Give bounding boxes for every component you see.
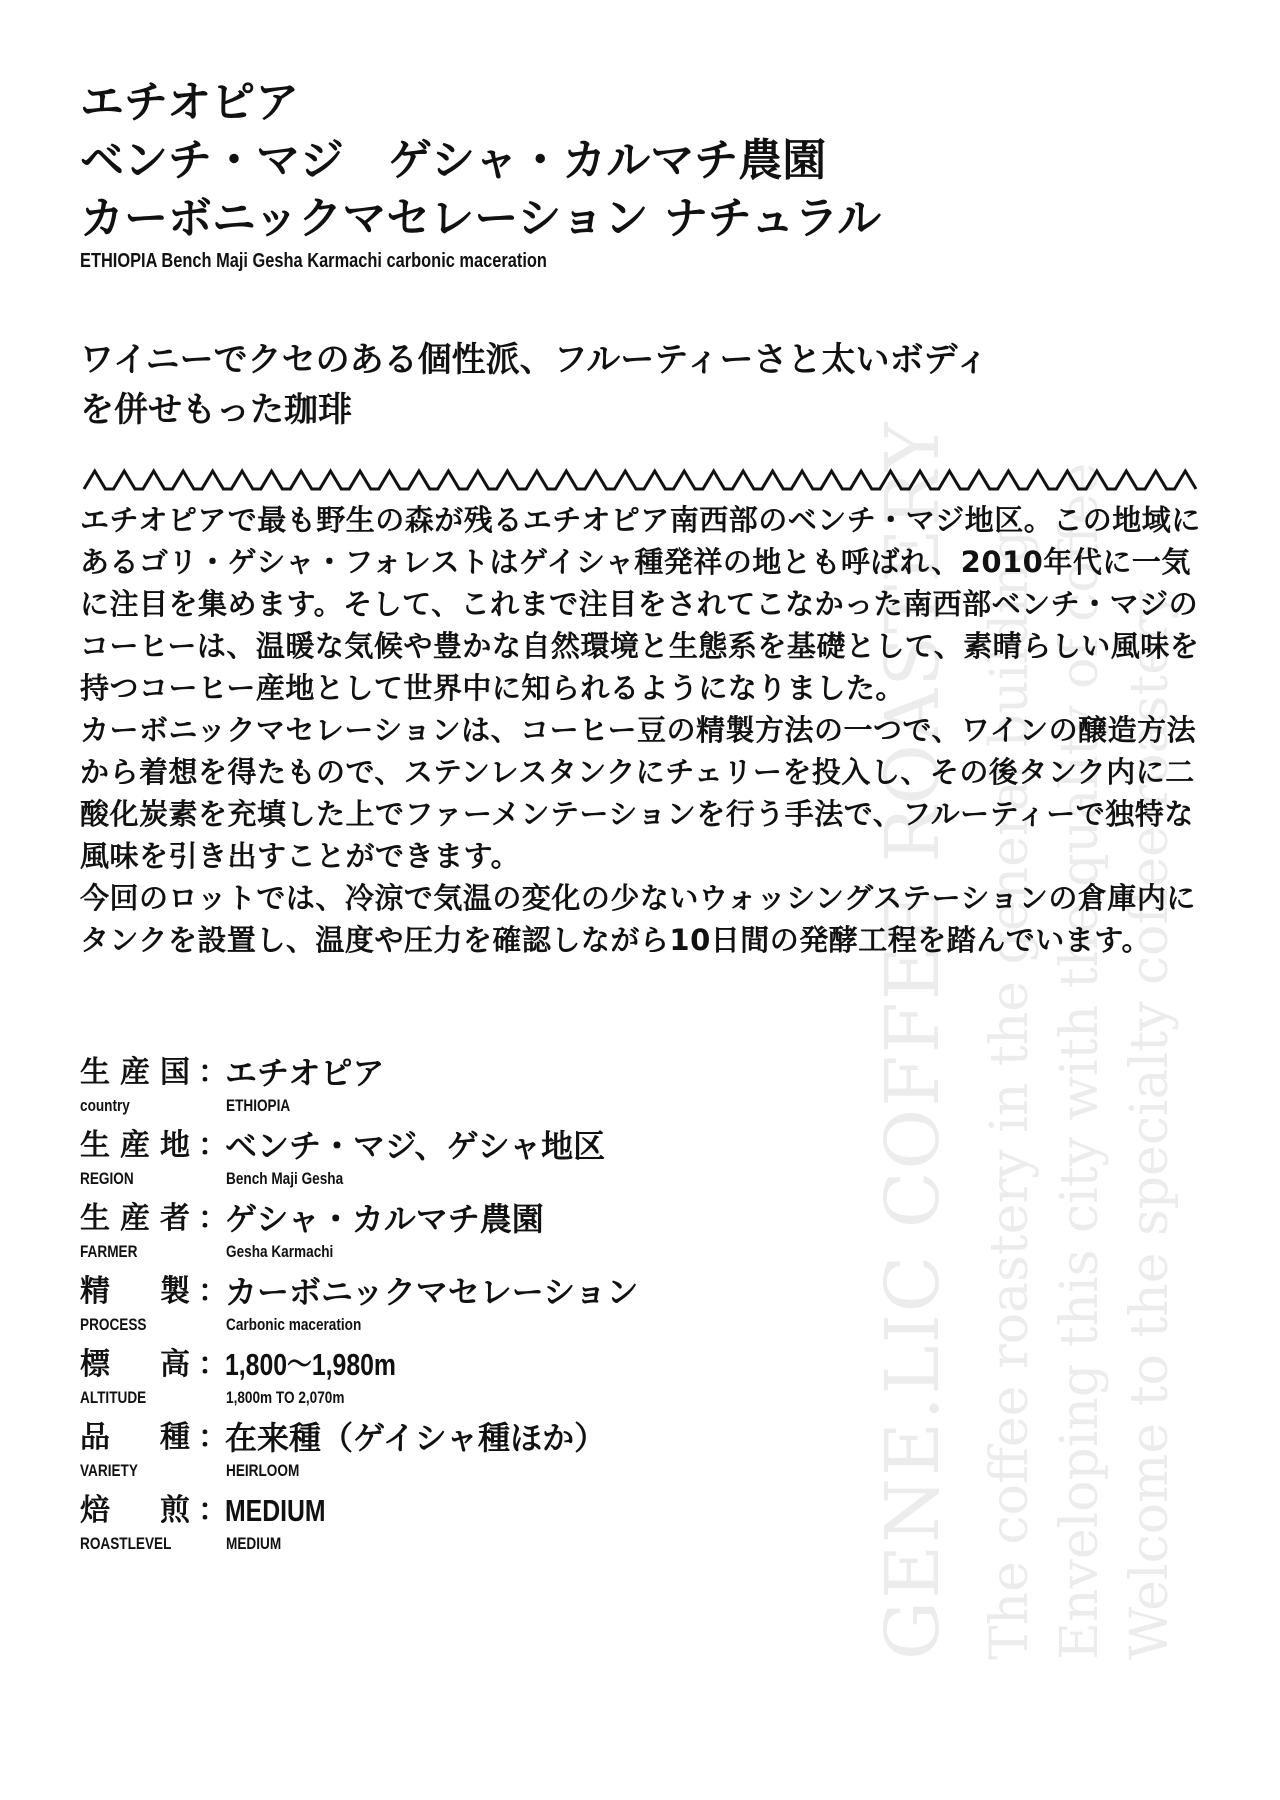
spec-label-en: ALTITUDE [80, 1388, 147, 1407]
spec-colon: ： [198, 1055, 228, 1090]
spec-value: MEDIUM [225, 1493, 326, 1528]
spec-label: 生産者 [80, 1201, 190, 1236]
spec-label-en: country [80, 1096, 130, 1115]
spec-row-altitude [80, 1345, 1210, 1418]
watermark-line-3: Welcome to the specialty coffee roastery [1120, 589, 1180, 1660]
spec-colon: ： [198, 1128, 228, 1163]
spec-value-en: MEDIUM [226, 1534, 282, 1553]
spec-label-en: FARMER [80, 1242, 138, 1261]
spec-row-variety [80, 1418, 1210, 1491]
spec-table [80, 1053, 1210, 1564]
description [80, 499, 1210, 961]
spec-label-en: PROCESS [80, 1315, 147, 1334]
spec-value: エチオピア [225, 1054, 385, 1092]
watermark-line-1: The coffee roastery in the general building [980, 530, 1040, 1660]
spec-label: 品種 [80, 1420, 190, 1455]
spec-colon: ： [198, 1274, 228, 1309]
spec-row-farmer [80, 1199, 1210, 1272]
description-paragraph-3: 今回のロットでは、冷涼で気温の変化の少ないウォッシングステーションの倉庫内にタンクを設置し、温度や圧力を確認しながら10日間の発酵工程を踏んでいます。 [80, 881, 1196, 957]
title-farm: ベンチ・マジ ゲシャ・カルマチ農園 [80, 135, 827, 186]
spec-colon: ： [198, 1347, 228, 1382]
spec-value: カーボニックマセレーション [225, 1273, 639, 1311]
spec-value-en: 1,800m TO 2,070m [226, 1388, 345, 1407]
spec-label: 標高 [80, 1347, 190, 1382]
spec-value-en: ETHIOPIA [226, 1096, 291, 1115]
product-title [80, 74, 1210, 273]
title-english: ETHIOPIA Bench Maji Gesha Karmachi carbonic maceration [80, 250, 547, 272]
spec-value-en: Carbonic maceration [226, 1315, 362, 1334]
spec-colon: ： [198, 1201, 228, 1236]
spec-label-en: REGION [80, 1169, 134, 1188]
tagline-line-2: を併せもった珈琲 [80, 390, 352, 430]
spec-label: 生産国 [80, 1055, 190, 1090]
spec-value: ベンチ・マジ、ゲシャ地区 [225, 1127, 606, 1165]
description-paragraph-1: エチオピアで最も野生の森が残るエチオピア南西部のベンチ・マジ地区。この地域にあるゴリ・ゲシャ・フォレストはゲイシャ種発祥の地とも呼ばれ、2010年代に一気に注目を集めます。そして、これまで注目をされてこなかった南西部ベンチ・マジのコーヒーは、温暖な気候や豊かな自然環境と生態系を基礎として、素晴らしい風味を持つコーヒー産地として世界中に知られるようになりました。 [80, 503, 1201, 705]
tagline-line-1: ワイニーでクセのある個性派、フルーティーさと太いボディ [80, 340, 989, 380]
spec-colon: ： [198, 1493, 228, 1528]
spec-value-en: Bench Maji Gesha [226, 1169, 344, 1188]
spec-value: 1,800～1,980m [225, 1347, 396, 1382]
spec-row-process [80, 1272, 1210, 1345]
spec-label-en: ROASTLEVEL [80, 1534, 172, 1553]
spec-row-roast-level [80, 1491, 1210, 1564]
spec-label: 焙煎 [80, 1493, 190, 1528]
spec-value-en: Gesha Karmachi [226, 1242, 334, 1261]
description-paragraph-2: カーボニックマセレーションは、コーヒー豆の精製方法の一つで、ワインの醸造方法から着想を得たもので、ステンレスタンクにチェリーを投入し、その後タンク内に二酸化炭素を充填した上でファーメンテーションを行う手法で、フルーティーで独特な風味を引き出すことができます。 [80, 713, 1197, 873]
spec-value-en: HEIRLOOM [226, 1461, 300, 1480]
spec-value: ゲシャ・カルマチ農園 [225, 1200, 544, 1238]
spec-row-country [80, 1053, 1210, 1126]
spec-value: 在来種（ゲイシャ種ほか） [225, 1419, 607, 1457]
tagline [80, 335, 1220, 435]
watermark-brand: GENE.LIC COFFEE ROASTERY [870, 420, 956, 1660]
spec-label: 精製 [80, 1274, 190, 1309]
spec-row-region [80, 1126, 1210, 1199]
spec-label: 生産地 [80, 1128, 190, 1163]
zigzag-divider [80, 465, 1200, 495]
watermark-line-2: Enveloping this city with the quality of coffee [1050, 462, 1110, 1660]
title-country: エチオピア [80, 77, 300, 128]
spec-colon: ： [198, 1420, 228, 1455]
title-process: カーボニックマセレーション ナチュラル [80, 193, 882, 244]
spec-label-en: VARIETY [80, 1461, 138, 1480]
product-sheet [80, 74, 1210, 1564]
